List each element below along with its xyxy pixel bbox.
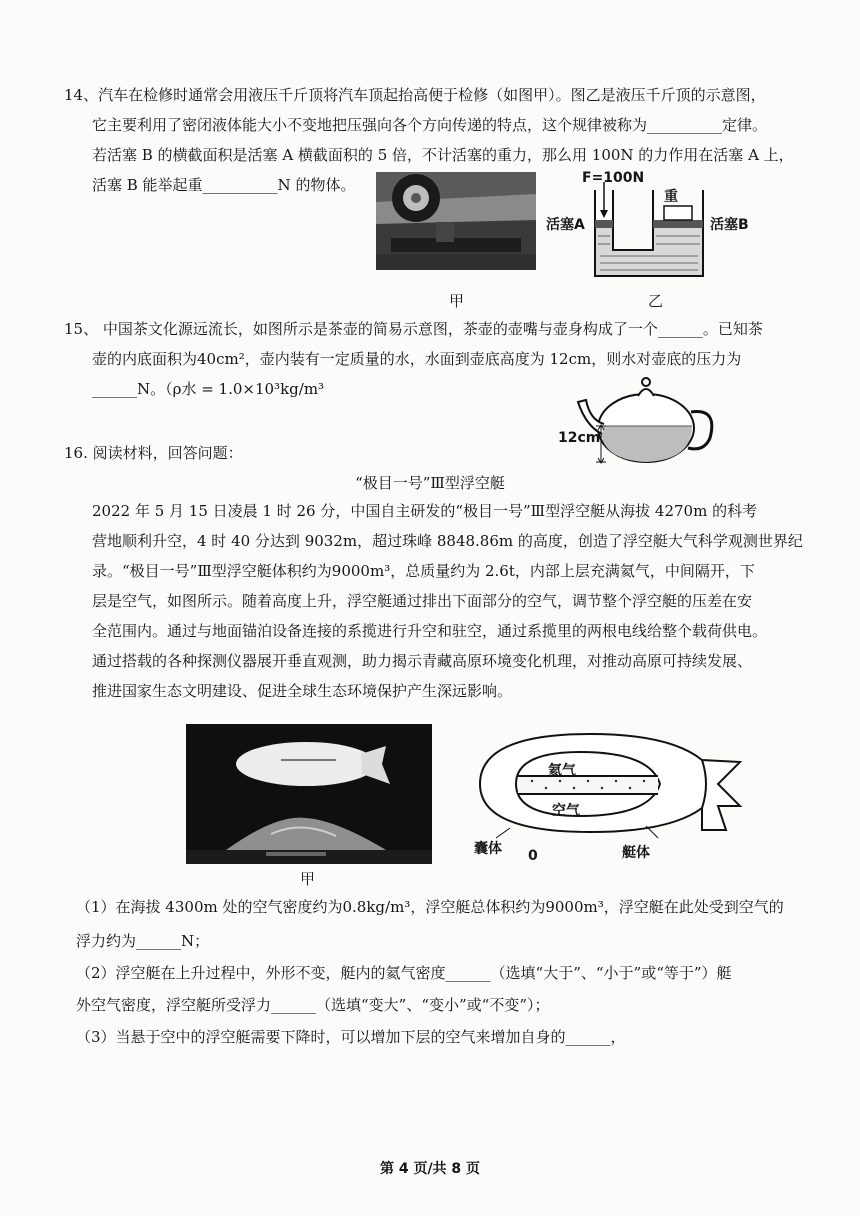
q14-line-3: 若活塞 B 的横截面积是活塞 A 横截面积的 5 倍，不计活塞的重力，那么用 100N 的力作用在活塞 A 上， <box>92 146 794 164</box>
q14-line-1: 14、汽车在检修时通常会用液压千斤顶将汽车顶起抬高便于检修（如图甲）。图乙是液压千斤顶的示意图， <box>64 86 766 104</box>
q16-title: “极目一号”Ⅲ型浮空艇 <box>355 474 505 492</box>
q16-sub-2-cont: 外空气密度，浮空艇所受浮力______（选填“变大”、“变小”或“不变”）； <box>76 996 550 1014</box>
air-label: 空气 <box>552 803 580 819</box>
q16-sub-1-cont: 浮力约为______N； <box>76 932 210 950</box>
q14-line-4: 活塞 B 能举起重__________N 的物体。 <box>92 176 356 194</box>
teapot-diagram <box>560 368 720 468</box>
airship-photo <box>186 724 432 864</box>
q16-para-line-5: 全范围内。通过与地面锚泊设备连接的系揽进行升空和驻空，通过系揽里的两根电线给整个载荷供电。 <box>92 622 768 640</box>
q15-line-3: ______N。（ρ水 = 1.0×10³kg/m³ <box>92 380 325 398</box>
weight-label: 重 <box>664 189 678 205</box>
origin-label: 0 <box>528 848 538 864</box>
page-footer: 第 4 页/共 8 页 <box>379 1161 481 1177</box>
q14-line-2: 它主要利用了密闭液体能大小不变地把压强向各个方向传递的特点，这个规律被称为__________定律。 <box>92 116 768 134</box>
helium-label: 氦气 <box>548 763 576 779</box>
teapot-height-label: 12cm <box>558 430 601 446</box>
q16-sub-2: （2）浮空艇在上升过程中，外形不变，艇内的氦气密度______（选填“大于”、“小于”或“等于”）艇 <box>76 964 732 982</box>
q16-para-line-6: 通过搭载的各种探测仪器展开垂直观测，助力揭示青藏高原环境变化机理，对推动高原可持续发展、 <box>92 652 753 670</box>
q16-intro: 16. 阅读材料，回答问题： <box>64 444 243 462</box>
q16-sub-3: （3）当悬于空中的浮空艇需要下降时，可以增加下层的空气来增加自身的______， <box>76 1028 626 1046</box>
q16-para-line-2: 营地顺利升空，4 时 40 分达到 9032m，超过珠峰 8848.86m 的高度，创造了浮空艇大气科学观测世界纪 <box>92 532 803 550</box>
airship-diagram <box>470 726 760 876</box>
piston-b-label: 活塞B <box>710 217 749 233</box>
hull-label: 艇体 <box>622 845 650 861</box>
q14-fig-b-caption: 乙 <box>648 292 664 310</box>
q15-line-1: 15、 中国茶文化源远流长，如图所示是茶壶的简易示意图，茶壶的壶嘴与壶身构成了一个______。已知茶 <box>64 320 763 338</box>
q14-fig-a-caption: 甲 <box>449 292 465 310</box>
car-jack-photo <box>376 172 536 270</box>
piston-a-label: 活塞A <box>546 217 585 233</box>
q16-para-line-7: 推进国家生态文明建设、促进全球生态环境保护产生深远影响。 <box>92 682 513 700</box>
q16-para-line-4: 层是空气，如图所示。随着高度上升，浮空艇通过排出下面部分的空气，调节整个浮空艇的压差在安 <box>92 592 753 610</box>
capsule-label: 囊体 <box>474 841 502 857</box>
force-label: F=100N <box>582 170 645 186</box>
q16-para-line-3: 录。“极目一号”Ⅲ型浮空艇体积约为9000m³，总质量约为 2.6t，内部上层充满氦气，中间隔开，下 <box>92 562 755 580</box>
hydraulic-jack-diagram <box>548 170 758 282</box>
q16-para-line-1: 2022 年 5 月 15 日凌晨 1 时 26 分，中国自主研发的“极目一号”Ⅲ型浮空艇从海拔 4270m 的科考 <box>92 502 758 520</box>
q16-sub-1: （1）在海拔 4300m 处的空气密度约为0.8kg/m³，浮空艇总体积约为9000m³，浮空艇在此处受到空气的 <box>76 898 784 916</box>
q15-line-2: 壶的内底面积为40cm²，壶内装有一定质量的水，水面到壶底高度为 12cm，则水对壶底的压力为 <box>92 350 742 368</box>
q16-fig-a-caption: 甲 <box>300 870 316 888</box>
